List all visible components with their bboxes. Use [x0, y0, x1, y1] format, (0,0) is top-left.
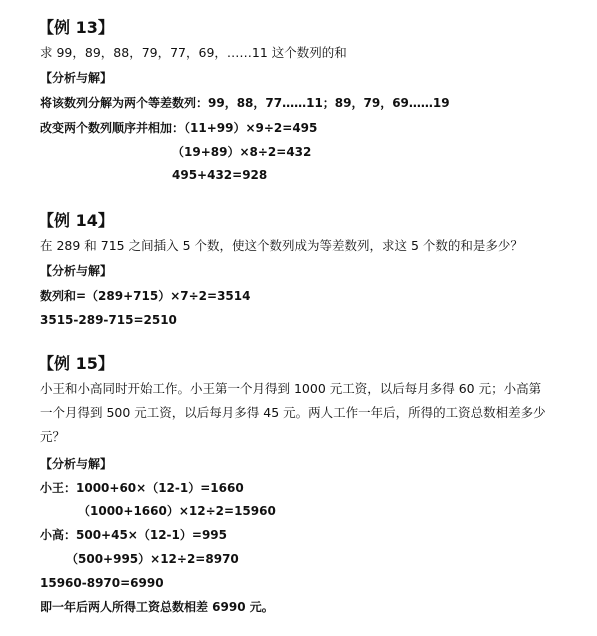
example-15-solution-line: 即一年后两人所得工资总数相差 6990 元。 [40, 600, 274, 614]
example-14-analysis-label: 【分析与解】 [40, 264, 113, 278]
example-15-question-line: 一个月得到 500 元工资，以后每月多得 45 元。两人工作一年后，所得的工资总数相差多少 [40, 405, 546, 420]
example-14-question: 在 289 和 715 之间插入 5 个数，使这个数列成为等差数列，求这 5 个数的和是多少？ [40, 238, 523, 253]
example-13-solution-line: 将该数列分解为两个等差数列：99，88，77……11；89，79，69……19 [40, 96, 450, 110]
example-15-solution-line: 小高：500+45×（12-1）=995 [40, 528, 227, 542]
example-13-analysis-label: 【分析与解】 [40, 71, 113, 85]
example-13-heading: 【例 13】 [38, 18, 114, 37]
example-15-solution-line: 小王：1000+60×（12-1）=1660 [40, 481, 244, 495]
example-15-analysis-label: 【分析与解】 [40, 457, 113, 471]
example-15-heading: 【例 15】 [38, 354, 114, 373]
example-13-solution-line: 改变两个数列顺序并相加：（11+99）×9÷2=495 [40, 121, 318, 135]
example-15-question-line: 小王和小高同时开始工作。小王第一个月得到 1000 元工资，以后每月多得 60 元；小高第 [40, 381, 542, 396]
example-14-solution-line: 数列和=（289+715）×7÷2=3514 [40, 289, 251, 303]
example-15-solution-line: （500+995）×12÷2=8970 [66, 552, 239, 566]
example-15-solution-line: （1000+1660）×12÷2=15960 [78, 504, 276, 518]
example-14-heading: 【例 14】 [38, 211, 114, 230]
example-13-solution-line: （19+89）×8÷2=432 [172, 145, 312, 159]
example-14-solution-line: 3515-289-715=2510 [40, 313, 177, 327]
example-13-solution-line: 495+432=928 [172, 168, 268, 182]
example-15-solution-line: 15960-8970=6990 [40, 576, 164, 590]
example-13-question: 求 99，89，88，79，77，69，……11 这个数列的和 [40, 45, 347, 60]
example-15-question-line: 元？ [40, 429, 66, 444]
